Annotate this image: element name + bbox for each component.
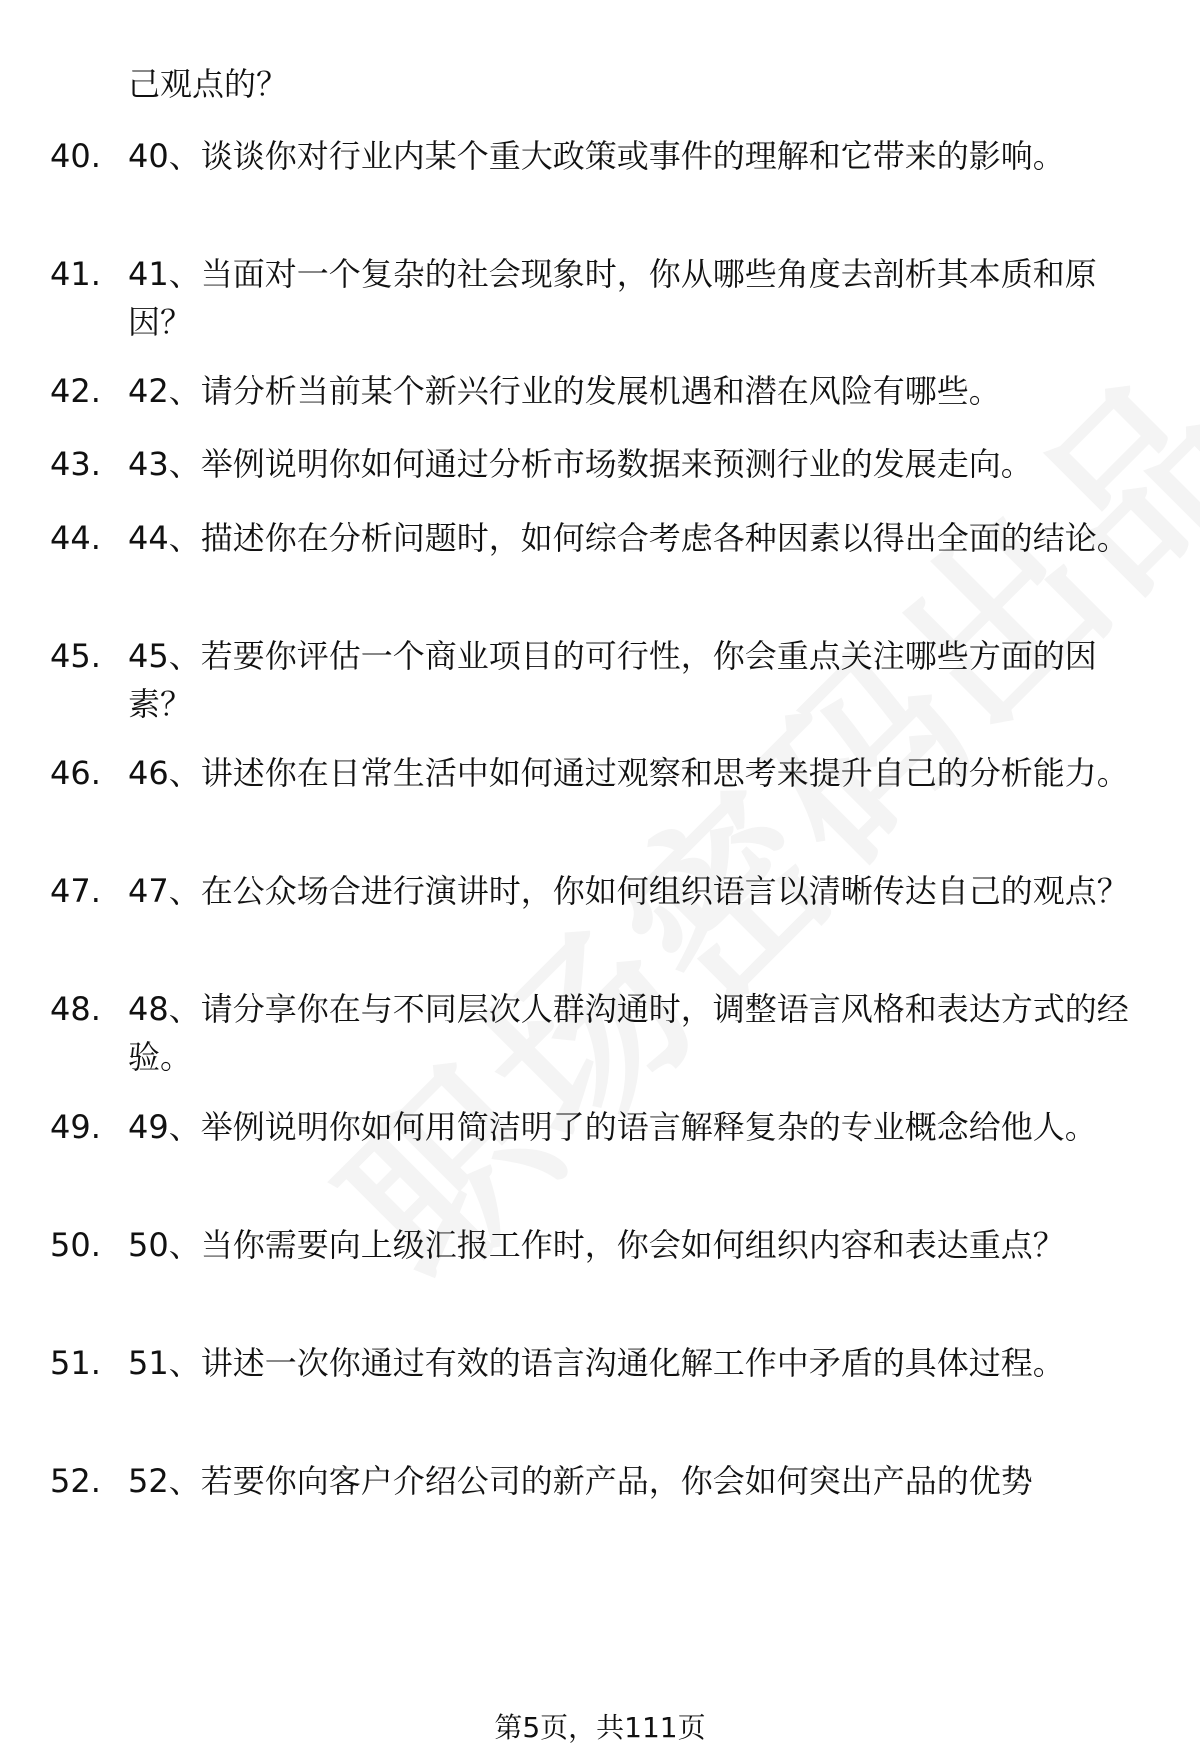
item-number: 46. xyxy=(50,754,101,792)
item-text: 47、在公众场合进行演讲时，你如何组织语言以清晰传达自己的观点？ xyxy=(128,872,1129,910)
item-number: 51. xyxy=(50,1344,101,1382)
item-text: 52、若要你向客户介绍公司的新产品，你会如何突出产品的优势 xyxy=(128,1462,1033,1500)
item-text: 43、举例说明你如何通过分析市场数据来预测行业的发展走向。 xyxy=(128,445,1033,483)
item-text: 49、举例说明你如何用简洁明了的语言解释复杂的专业概念给他人。 xyxy=(128,1108,1097,1146)
item-number: 49. xyxy=(50,1108,101,1146)
item-text: 48、请分享你在与不同层次人群沟通时，调整语言风格和表达方式的经验。 xyxy=(128,990,1129,1076)
item-text: 41、当面对一个复杂的社会现象时，你从哪些角度去剖析其本质和原因？ xyxy=(128,255,1097,341)
item-number: 45. xyxy=(50,637,101,675)
item-text: 45、若要你评估一个商业项目的可行性，你会重点关注哪些方面的因素？ xyxy=(128,637,1097,723)
item-number: 47. xyxy=(50,872,101,910)
item-number: 50. xyxy=(50,1226,101,1264)
item-number: 43. xyxy=(50,445,101,483)
item-text: 42、请分析当前某个新兴行业的发展机遇和潜在风险有哪些。 xyxy=(128,372,1001,410)
item-number: 42. xyxy=(50,372,101,410)
item-text: 46、讲述你在日常生活中如何通过观察和思考来提升自己的分析能力。 xyxy=(128,754,1129,792)
item-text: 40、谈谈你对行业内某个重大政策或事件的理解和它带来的影响。 xyxy=(128,137,1065,175)
item-number: 48. xyxy=(50,990,101,1028)
page-footer: 第5页，共111页 xyxy=(494,1711,706,1744)
item-text: 50、当你需要向上级汇报工作时，你会如何组织内容和表达重点？ xyxy=(128,1226,1065,1264)
item-text: 44、描述你在分析问题时，如何综合考虑各种因素以得出全面的结论。 xyxy=(128,519,1129,557)
item-number: 40. xyxy=(50,137,101,175)
item-number: 44. xyxy=(50,519,101,557)
item-text: 51、讲述一次你通过有效的语言沟通化解工作中矛盾的具体过程。 xyxy=(128,1344,1065,1382)
item-number: 41. xyxy=(50,255,101,293)
continuation-text: 己观点的？ xyxy=(128,65,289,103)
item-number: 52. xyxy=(50,1462,101,1500)
